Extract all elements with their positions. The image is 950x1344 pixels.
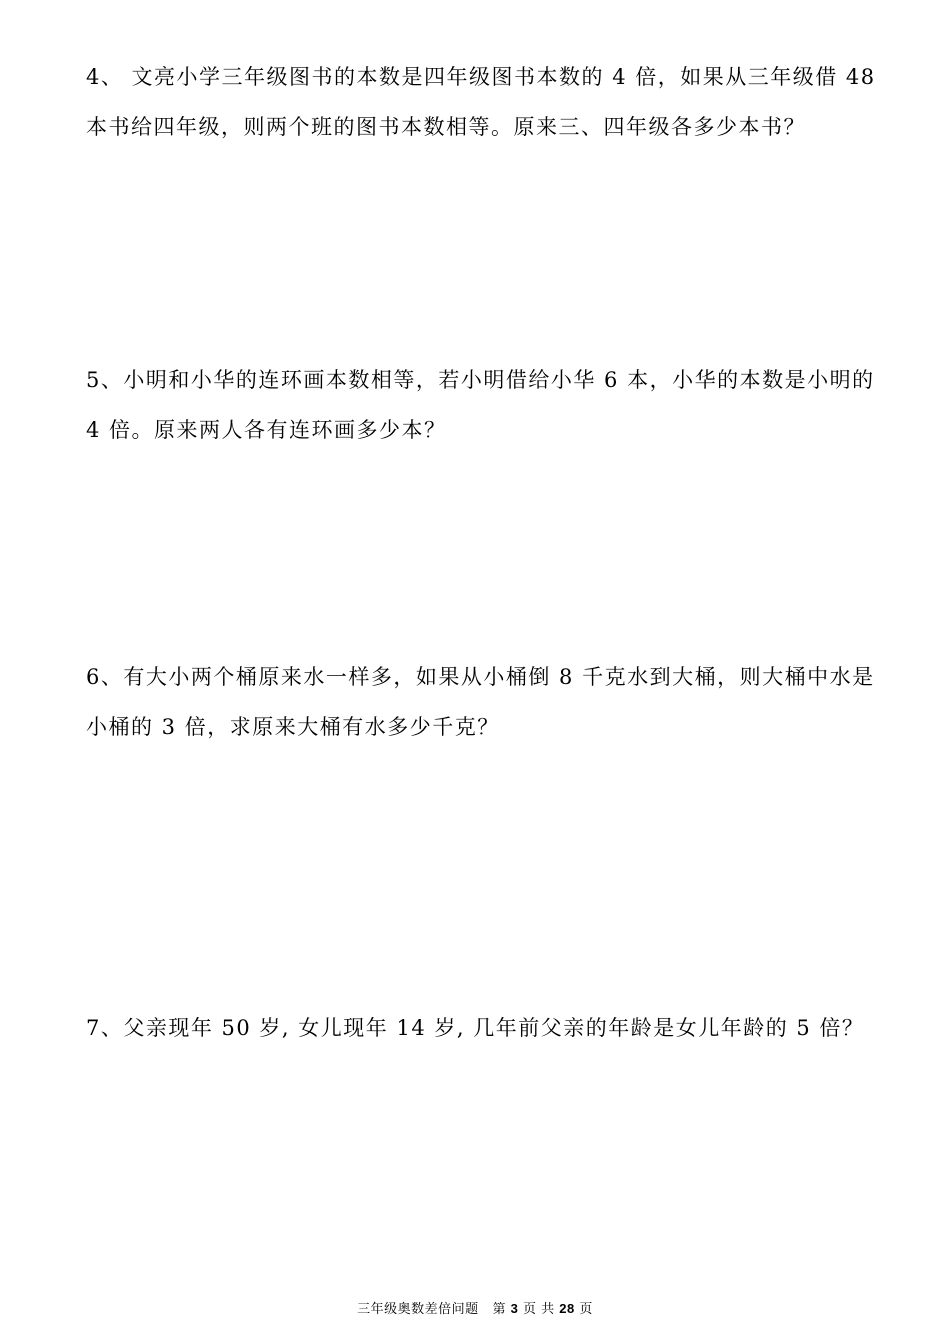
footer-page-mid: 页 共 (523, 1302, 555, 1317)
footer-title: 三年级奥数差倍问题 (357, 1302, 479, 1317)
question-7: 7、父亲现年 50 岁, 女儿现年 14 岁, 几年前父亲的年龄是女儿年龄的 5 倍？ (86, 1016, 865, 1040)
question-4: 4、 文亮小学三年级图书的本数是四年级图书本数的 4 倍，如果从三年级借 48 本书给四年级，则两个班的图书本数相等。原来三、四年级各多少本书？ (86, 65, 876, 139)
question-5: 5、小明和小华的连环画本数相等，若小明借给小华 6 本，小华的本数是小明的 4 倍。原来两人各有连环画多少本？ (86, 368, 875, 442)
page-footer (0, 1298, 950, 1317)
footer-current-page: 3 (510, 1301, 519, 1316)
footer-total-pages: 28 (559, 1301, 575, 1316)
footer-page-suffix: 页 (579, 1302, 593, 1317)
question-6: 6、有大小两个桶原来水一样多，如果从小桶倒 8 千克水到大桶，则大桶中水是小桶的 3 倍，求原来大桶有水多少千克？ (86, 665, 875, 739)
footer-page-prefix: 第 (492, 1302, 506, 1317)
